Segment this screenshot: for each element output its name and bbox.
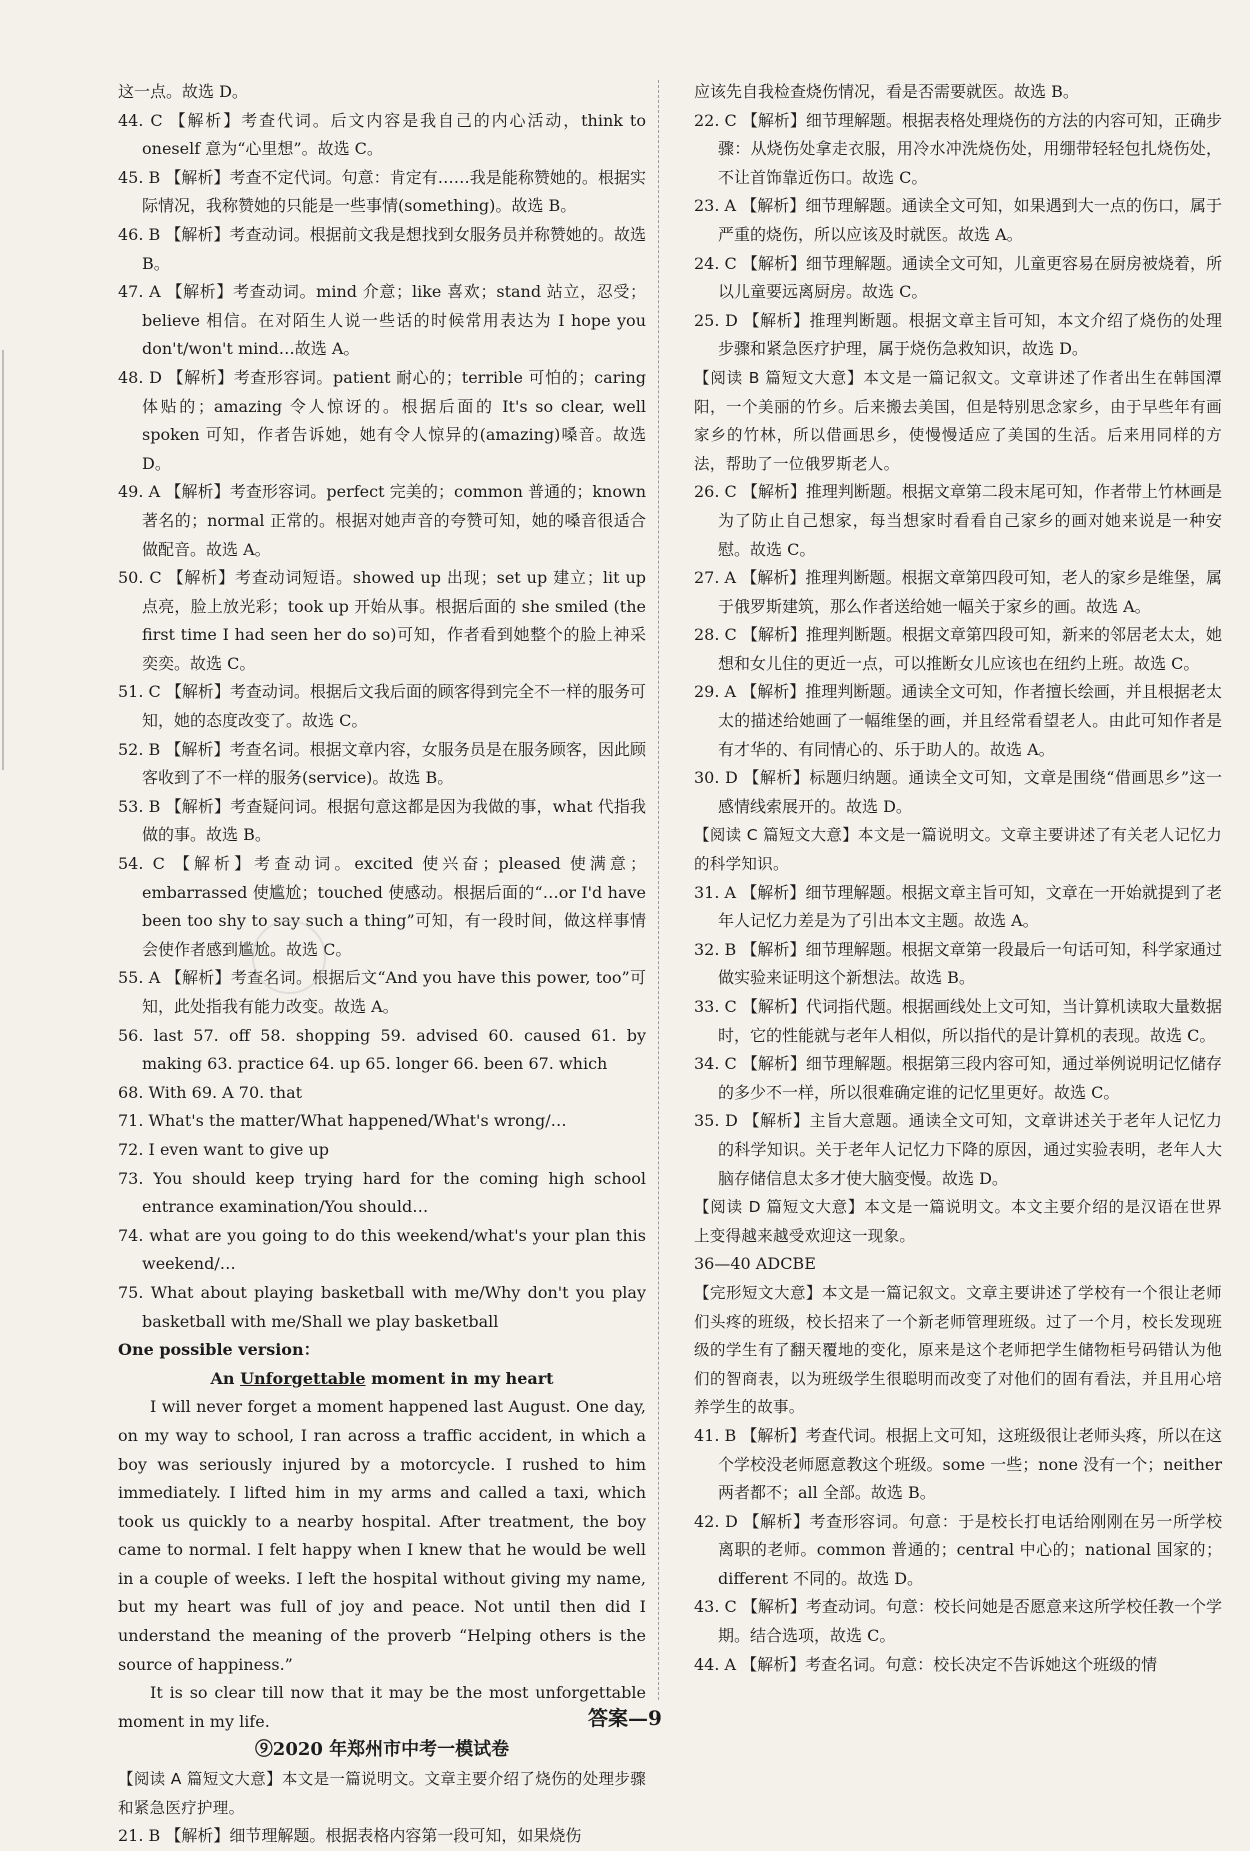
answer-22: 22. C 【解析】细节理解题。根据表格处理烧伤的方法的内容可知，正确步骤：从烧伤处拿走衣服，用冷水冲洗烧伤处，用绷带轻轻包扎烧伤处，不让首饰靠近伤口。故选 C。 [694, 110, 1222, 187]
answer-43: 43. C 【解析】考查动词。句意：校长问她是否愿意来这所学校任教一个学期。结合选项，故选 C。 [694, 1597, 1222, 1646]
left-column [118, 78, 646, 1851]
answer-44-cloze: 44. A 【解析】考查名词。句意：校长决定不告诉她这个班级的情 [694, 1654, 1158, 1674]
reading-c-summary: 【阅读 C 篇短文大意】本文是一篇说明文。文章主要讲述了有关老人记忆力的科学知识。 [694, 826, 1222, 874]
answer-21: 21. B 【解析】细节理解题。根据表格内容第一段可知，如果烧伤 [118, 1826, 582, 1846]
answer-30: 30. D 【解析】标题归纳题。通读全文可知，文章是围绕“借画思乡”这一感情线索展开的。故选 D。 [694, 768, 1222, 816]
essay-title-underlined: Unforgettable [240, 1368, 366, 1388]
answer-24: 24. C 【解析】细节理解题。通读全文可知，儿童更容易在厨房被烧着，所以儿童要远离厨房。故选 C。 [694, 253, 1222, 302]
answer-45: 45. B 【解析】考查不定代词。句意：肯定有……我是能称赞她的。根据实际情况，我称赞她的只能是一些事情(something)。故选 B。 [118, 167, 646, 216]
right-column [694, 78, 1222, 1679]
answer-48: 48. D 【解析】考查形容词。patient 耐心的；terrible 可怕的；caring 体贴的；amazing 令人惊讶的。根据后面的 It's so clear, well spoken 可知，作者告诉她，她有令人惊异的(amazing)嗓音。故选 D。 [118, 367, 646, 473]
answers-56-67: 56. last 57. off 58. shopping 59. advised 60. caused 61. by making 63. practice 64. up 65. longer 66. been 67. which [118, 1025, 646, 1074]
answer-28: 28. C 【解析】推理判断题。根据文章第四段可知，新来的邻居老太太，她想和女儿住的更近一点，可以推断女儿应该也在纽约上班。故选 C。 [694, 625, 1222, 673]
column-divider [658, 80, 659, 1700]
answer-47: 47. A 【解析】考查动词。mind 介意；like 喜欢；stand 站立，忍受；believe 相信。在对陌生人说一些话的时候常用表达为 I hope you don't/won't mind…故选 A。 [118, 282, 646, 359]
essay-title-suffix: moment in my heart [371, 1368, 554, 1388]
answer-74: 74. what are you going to do this weekend/what's your plan this weekend/… [118, 1225, 646, 1274]
essay-paragraph-2: It is so clear till now that it may be the most unforgettable moment in my life. [118, 1683, 646, 1731]
answer-53: 53. B 【解析】考查疑问词。根据句意这都是因为我做的事，what 代指我做的事。故选 B。 [118, 796, 646, 845]
answer-34: 34. C 【解析】细节理解题。根据第三段内容可知，通过举例说明记忆储存的多少不一样，所以很难确定谁的记忆里更好。故选 C。 [694, 1054, 1222, 1102]
answer-23: 23. A 【解析】细节理解题。通读全文可知，如果遇到大一点的伤口，属于严重的烧伤，所以应该及时就医。故选 A。 [694, 196, 1222, 244]
answer-33: 33. C 【解析】代词指代题。根据画线处上文可知，当计算机读取大量数据时，它的性能就与老年人相似，所以指代的是计算机的表现。故选 C。 [694, 997, 1222, 1045]
answer-25: 25. D 【解析】推理判断题。根据文章主旨可知，本文介绍了烧伤的处理步骤和紧急医疗护理，属于烧伤急救知识，故选 D。 [694, 310, 1222, 359]
answer-51: 51. C 【解析】考查动词。根据后文我后面的顾客得到完全不一样的服务可知，她的态度改变了。故选 C。 [118, 682, 646, 731]
answer-71: 71. What's the matter/What happened/What's wrong/… [118, 1111, 567, 1131]
essay-title-prefix: An [210, 1368, 235, 1388]
binding-mark [2, 350, 8, 770]
answer-52: 52. B 【解析】考查名词。根据文章内容，女服务员是在服务顾客，因此顾客收到了不一样的服务(service)。故选 B。 [118, 739, 646, 788]
essay-title [118, 1365, 646, 1394]
essay-paragraph-1: I will never forget a moment happened last August. One day, on my way to school, I ran across a traffic accident, in which a boy was seriously injured by a motorcycle. I rushed to him immediately. I lifted him in my arms and called a taxi, which took us quickly to a nearby hospital. After treatment, the boy came to normal. I felt happy when I knew that he would be well in a couple of weeks. I left the hospital without giving my name, but my heart was full of joy and peace. Not until then did I understand the meaning of the proverb “Helping others is the source of happiness.” [118, 1397, 646, 1674]
answers-36-40: 36—40 ADCBE [694, 1254, 816, 1274]
answer-27: 27. A 【解析】推理判断题。根据文章第四段可知，老人的家乡是维堡，属于俄罗斯建筑，那么作者送给她一幅关于家乡的画。故选 A。 [694, 568, 1222, 616]
answer-31: 31. A 【解析】细节理解题。根据文章主旨可知，文章在一开始就提到了老年人记忆力差是为了引出本文主题。故选 A。 [694, 882, 1222, 931]
answer-line: 这一点。故选 D。 [118, 82, 248, 101]
answer-72: 72. I even want to give up [118, 1139, 330, 1159]
answer-line: 应该先自我检查烧伤情况，看是否需要就医。故选 B。 [694, 82, 1079, 101]
answers-68-70: 68. With 69. A 70. that [118, 1082, 303, 1102]
answer-73: 73. You should keep trying hard for the coming high school entrance examination/You should… [118, 1168, 646, 1217]
answer-29: 29. A 【解析】推理判断题。通读全文可知，作者擅长绘画，并且根据老太太的描述给她画了一幅维堡的画，并且经常看望老人。由此可知作者是有才华的、有同情心的、乐于助人的。故选 A。 [694, 682, 1222, 759]
answer-46: 46. B 【解析】考查动词。根据前文我是想找到女服务员并称赞她的。故选 B。 [118, 224, 646, 273]
answer-32: 32. B 【解析】细节理解题。根据文章第一段最后一句话可知，科学家通过做实验来证明这个新想法。故选 B。 [694, 939, 1222, 988]
cloze-summary: 【完形短文大意】本文是一篇记叙文。文章主要讲述了学校有一个很让老师们头疼的班级，校长招来了一个新老师管理班级。过了一个月，校长发现班级的学生有了翻天覆地的变化，原来是这个老师把学生储物柜号码错认为他们的智商表，以为班级学生很聪明而改变了对他们的固有看法，并且用心培养学生的故事。 [694, 1283, 1222, 1417]
reading-a-summary: 【阅读 A 篇短文大意】本文是一篇说明文。文章主要介绍了烧伤的处理步骤和紧急医疗护理。 [118, 1770, 646, 1817]
reading-b-summary: 【阅读 B 篇短文大意】本文是一篇记叙文。文章讲述了作者出生在韩国潭阳，一个美丽的竹乡。后来搬去美国，但是特别思念家乡，由于早些年有画家乡的竹林，所以借画思乡，使慢慢适应了美国的生活。后来用同样的方法，帮助了一位俄罗斯老人。 [694, 368, 1222, 473]
answer-35: 35. D 【解析】主旨大意题。通读全文可知，文章讲述关于老年人记忆力的科学知识。关于老年人记忆力下降的原因，通过实验表明，老年人大脑存储信息太多才使大脑变慢。故选 D。 [694, 1111, 1222, 1188]
answer-49: 49. A 【解析】考查形容词。perfect 完美的；common 普通的；known 著名的；normal 正常的。根据对她声音的夸赞可知，她的嗓音很适合做配音。故选 A。 [118, 482, 646, 559]
watermark-stamp [252, 920, 326, 994]
answer-75: 75. What about playing basketball with me/Why don't you play basketball with me/Shall we play basketball [118, 1282, 646, 1331]
answer-54: 54. C 【解析】考查动词。excited 使兴奋；pleased 使满意；embarrassed 使尴尬；touched 使感动。根据后面的“…or I'd have been too shy to say such a thing”可知，有一段时间，做这样事情会使作者感到尴尬。故选 C。 [118, 854, 646, 959]
possible-version-label: One possible version： [118, 1340, 320, 1360]
answer-26: 26. C 【解析】推理判断题。根据文章第二段末尾可知，作者带上竹林画是为了防止自己想家，每当想家时看看自己家乡的画对她来说是一种安慰。故选 C。 [694, 482, 1222, 559]
answer-44: 44. C 【解析】考查代词。后文内容是我自己的内心活动，think to oneself 意为“心里想”。故选 C。 [118, 110, 646, 159]
reading-d-summary: 【阅读 D 篇短文大意】本文是一篇说明文。本文主要介绍的是汉语在世界上变得越来越受欢迎这一现象。 [694, 1198, 1222, 1245]
answer-42: 42. D 【解析】考查形容词。句意：于是校长打电话给刚刚在另一所学校离职的老师。common 普通的；central 中心的；national 国家的；different 不同的。故选 D。 [694, 1511, 1222, 1588]
answer-50: 50. C 【解析】考查动词短语。showed up 出现；set up 建立；lit up 点亮，脸上放光彩；took up 开始从事。根据后面的 she smiled (the first time I had seen her do so)可知，作者看到她整个的脸上神采奕奕。故选 C。 [118, 568, 646, 673]
answer-55: 55. A 【解析】考查名词。根据后文“And you have this power, too”可知，此处指我有能力改变。故选 A。 [118, 968, 646, 1016]
answer-41: 41. B 【解析】考查代词。根据上文可知，这班级很让老师头疼，所以在这个学校没老师愿意教这个班级。some 一些；none 没有一个；neither 两者都不；all 全部。故选 B。 [694, 1425, 1222, 1503]
page-footer: 答案—9 [588, 1706, 662, 1730]
section-heading: ⑨2020 年郑州市中考一模试卷 [254, 1739, 510, 1761]
